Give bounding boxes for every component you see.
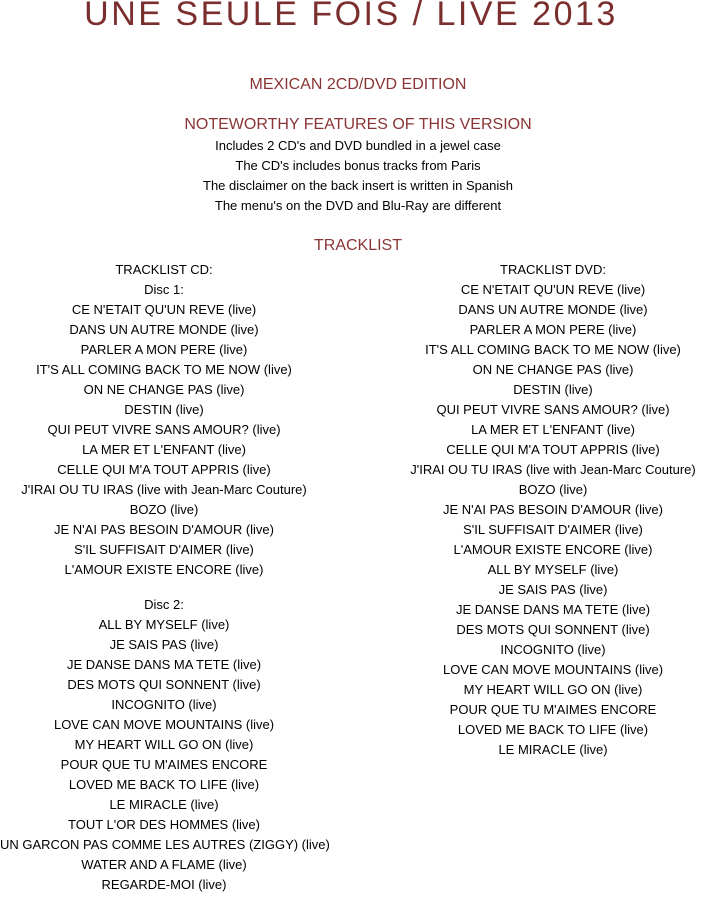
disc-spacer	[0, 580, 328, 595]
dvd-track: DES MOTS QUI SONNENT (live)	[456, 622, 650, 637]
cd-track: JE DANSE DANS MA TETE (live)	[66, 657, 262, 672]
cd-track: PARLER A MON PERE (live)	[80, 342, 248, 357]
feature-item: Includes 2 CD's and DVD bundled in a jewel case	[215, 138, 501, 153]
dvd-track: LOVED ME BACK TO LIFE (live)	[457, 722, 649, 737]
cd-track: LOVED ME BACK TO LIFE (live)	[68, 777, 260, 792]
cd-track: WATER AND A FLAME (live)	[81, 857, 247, 872]
tracklist-heading: TRACKLIST	[313, 237, 402, 254]
feature-item: The CD's includes bonus tracks from Paris	[235, 158, 481, 173]
cd-track: CELLE QUI M'A TOUT APPRIS (live)	[57, 462, 271, 477]
cd-track: LOVE CAN MOVE MOUNTAINS (live)	[53, 717, 275, 732]
features-heading: NOTEWORTHY FEATURES OF THIS VERSION	[184, 116, 532, 133]
cd-track: ALL BY MYSELF (live)	[98, 617, 230, 632]
dvd-track: ALL BY MYSELF (live)	[487, 562, 619, 577]
dvd-track: JE SAIS PAS (live)	[498, 582, 608, 597]
cd-track: UN GARCON PAS COMME LES AUTRES (ZIGGY) (live)	[0, 837, 330, 852]
dvd-track: IT'S ALL COMING BACK TO ME NOW (live)	[425, 342, 681, 357]
cd-track: LA MER ET L'ENFANT (live)	[82, 442, 246, 457]
dvd-track: QUI PEUT VIVRE SANS AMOUR? (live)	[436, 402, 670, 417]
dvd-track: ON NE CHANGE PAS (live)	[472, 362, 634, 377]
dvd-track: LOVE CAN MOVE MOUNTAINS (live)	[442, 662, 664, 677]
cd-track: INCOGNITO (live)	[111, 697, 217, 712]
cd-track: JE N'AI PAS BESOIN D'AMOUR (live)	[54, 522, 274, 537]
cd-tracklist-column	[0, 260, 328, 895]
cd-tracklist-label: TRACKLIST CD:	[115, 262, 213, 277]
page-title: UNE SEULE FOIS / LIVE 2013	[84, 0, 618, 33]
dvd-track: PARLER A MON PERE (live)	[469, 322, 637, 337]
dvd-track: INCOGNITO (live)	[500, 642, 606, 657]
cd-track: L'AMOUR EXISTE ENCORE (live)	[64, 562, 264, 577]
dvd-track: JE N'AI PAS BESOIN D'AMOUR (live)	[443, 502, 663, 517]
cd-track: QUI PEUT VIVRE SANS AMOUR? (live)	[47, 422, 281, 437]
dvd-track: J'IRAI OU TU IRAS (live with Jean-Marc Couture)	[410, 462, 696, 477]
dvd-track: MY HEART WILL GO ON (live)	[463, 682, 643, 697]
dvd-track: L'AMOUR EXISTE ENCORE (live)	[453, 542, 653, 557]
disc2-label: Disc 2:	[144, 597, 184, 612]
cd-track: MY HEART WILL GO ON (live)	[74, 737, 254, 752]
dvd-track: S'IL SUFFISAIT D'AIMER (live)	[463, 522, 643, 537]
edition-heading: MEXICAN 2CD/DVD EDITION	[249, 76, 467, 93]
cd-track: DES MOTS QUI SONNENT (live)	[67, 677, 261, 692]
cd-track: CE N'ETAIT QU'UN REVE (live)	[71, 302, 257, 317]
dvd-track: LE MIRACLE (live)	[498, 742, 608, 757]
dvd-track: POUR QUE TU M'AIMES ENCORE	[449, 702, 657, 717]
dvd-track: DANS UN AUTRE MONDE (live)	[458, 302, 648, 317]
feature-item: The menu's on the DVD and Blu-Ray are different	[214, 198, 502, 213]
cd-track: S'IL SUFFISAIT D'AIMER (live)	[74, 542, 254, 557]
cd-track: POUR QUE TU M'AIMES ENCORE	[60, 757, 268, 772]
dvd-track: LA MER ET L'ENFANT (live)	[471, 422, 635, 437]
cd-track: J'IRAI OU TU IRAS (live with Jean-Marc Couture)	[21, 482, 307, 497]
features-list	[0, 136, 702, 216]
cd-track: REGARDE-MOI (live)	[101, 877, 227, 892]
cd-track: ON NE CHANGE PAS (live)	[83, 382, 245, 397]
dvd-track: CE N'ETAIT QU'UN REVE (live)	[460, 282, 646, 297]
dvd-tracklist-label: TRACKLIST DVD:	[500, 262, 606, 277]
dvd-track: CELLE QUI M'A TOUT APPRIS (live)	[446, 442, 660, 457]
cd-track: LE MIRACLE (live)	[109, 797, 219, 812]
feature-item: The disclaimer on the back insert is written in Spanish	[203, 178, 513, 193]
dvd-track: DESTIN (live)	[513, 382, 593, 397]
disc1-label: Disc 1:	[144, 282, 184, 297]
dvd-track: BOZO (live)	[518, 482, 588, 497]
cd-track: DESTIN (live)	[124, 402, 204, 417]
cd-track: TOUT L'OR DES HOMMES (live)	[68, 817, 260, 832]
cd-track: JE SAIS PAS (live)	[109, 637, 219, 652]
cd-track: IT'S ALL COMING BACK TO ME NOW (live)	[36, 362, 292, 377]
cd-track: BOZO (live)	[129, 502, 199, 517]
cd-track: DANS UN AUTRE MONDE (live)	[69, 322, 259, 337]
dvd-track: JE DANSE DANS MA TETE (live)	[455, 602, 651, 617]
dvd-tracklist-column	[406, 260, 700, 760]
